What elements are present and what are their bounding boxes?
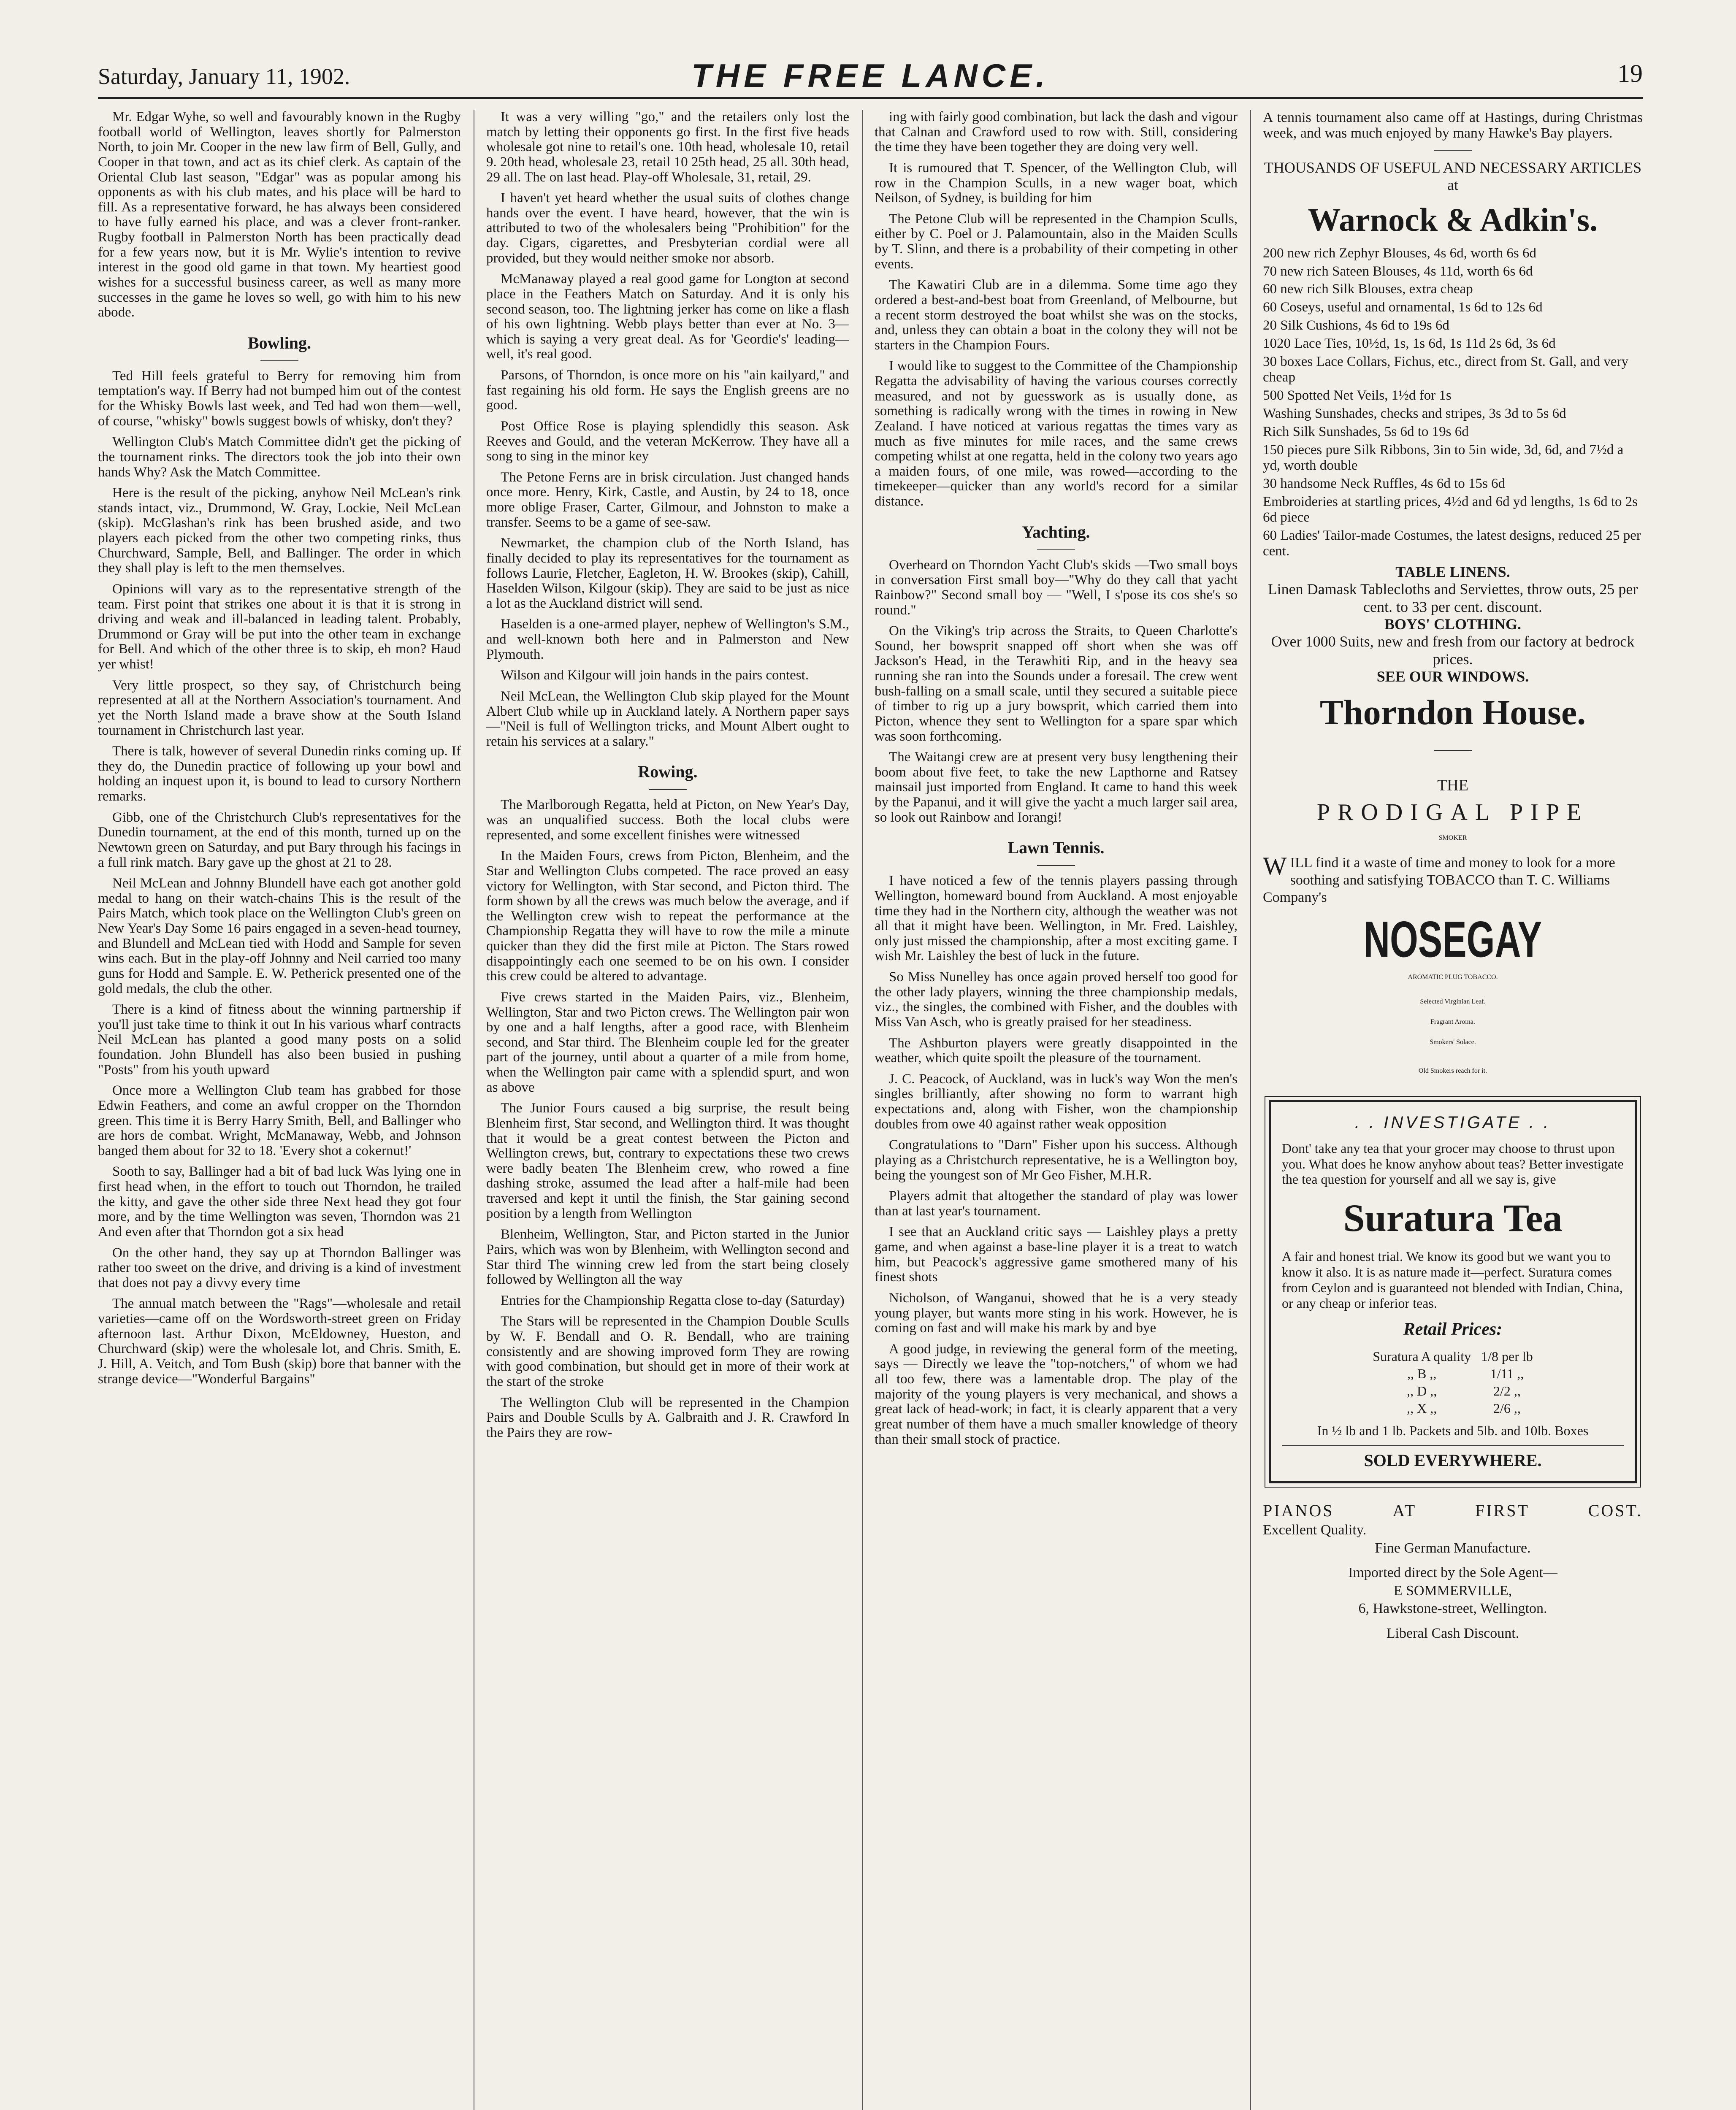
feature-3: Smokers' Solace.	[1430, 1038, 1476, 1046]
list-item: Rich Silk Sunshades, 5s 6d to 19s 6d	[1263, 424, 1469, 440]
column-4-advertisements	[1263, 110, 1643, 2110]
article-paragraph: Entries for the Championship Regatta close to-day (Saturday)	[501, 1293, 845, 1308]
table-linens-text: Linen Damask Tablecloths and Serviettes, throw outs, 25 per cent. to 33 per cent. discount.	[1267, 581, 1638, 615]
prodigal-pipe-ad	[1263, 776, 1643, 1074]
ad-heading: THOUSANDS OF USEFUL AND NECESSARY ARTICLES	[1264, 159, 1642, 176]
ad-heading-at: at	[1447, 176, 1458, 194]
article-paragraph: Blenheim, Wellington, Star, and Picton started in the Junior Pairs, which was won by Blenheim, with Wellington second and Star third The winning crew led from the start being closely followed by Wellington all the way	[486, 1227, 849, 1288]
article-paragraph: Players admit that altogether the standard of play was lower than at last year's tournament.	[875, 1188, 1238, 1219]
section-heading-bowling: Bowling.	[247, 333, 311, 352]
article-paragraph: Gibb, one of the Christchurch Club's representatives for the Dunedin tournament, at the end of this month, turned up on the Newtown green on Saturday, and put Bary through his facings in a full rink match. Bary gave up the ghost at 21 to 28.	[98, 809, 461, 870]
list-item: 30 boxes Lace Collars, Fichus, etc., direct from St. Gall, and very cheap	[1263, 354, 1629, 385]
first-word: FIRST	[1475, 1501, 1530, 1520]
article-paragraph: It is rumoured that T. Spencer, of the Wellington Club, will row in the Champion Sculls, in a new wager boat, which Neilson, of Sydney, is building for him	[875, 160, 1238, 206]
price: 1/11 ,,	[1490, 1366, 1524, 1382]
list-item: 60 Coseys, useful and ornamental, 1s 6d to 12s 6d	[1263, 300, 1543, 315]
heading-rule	[260, 360, 298, 361]
article-paragraph: There is a kind of fitness about the winning partnership if you'll just take time to think it out In his various wharf contracts Neil McLean has planted a good many posts on a solid foundation. John Blundell has also been busied in pushing "Posts" from his youth upward	[98, 1002, 461, 1077]
article-paragraph: Once more a Wellington Club team has grabbed for those Edwin Feathers, and come an awful cropper on the Thorndon green. This time it is Berry Harry Smith, Bell, and Ballinger who are hors de combat. Wright, McManaway, Webb, and Johnson banged them about for 32 to 18. 'Every shot a cokernut!'	[98, 1083, 461, 1158]
article-paragraph: The Marlborough Regatta, held at Picton, on New Year's Day, was an unqualified success. Both the local clubs were represented, and some excellent finishes were witnessed	[486, 797, 849, 843]
price-table	[1368, 1348, 1538, 1417]
table-row	[1368, 1348, 1538, 1365]
warnock-adkins-ad	[1263, 159, 1643, 733]
quality: ,, X ,,	[1407, 1401, 1437, 1416]
shop-name: Warnock & Adkin's.	[1308, 201, 1598, 238]
article-paragraph: So Miss Nunelley has once again proved herself too good for the other lady players, winning the three championship medals, viz., the singles, the combined with Fisher, and the doubles with Miss Van Asch, who is greatly praised for her steadiness.	[875, 969, 1238, 1030]
item-list	[1263, 246, 1643, 559]
article-paragraph: Neil McLean, the Wellington Club skip played for the Mount Albert Club while up in Auckland lately. A Northern paper says —"Neil is full of Wellington tricks, and Mount Albert ought to retain his services at a salary."	[486, 688, 849, 749]
article-paragraph: Post Office Rose is playing splendidly this season. Ask Reeves and Gould, and the veteran McKerrow. They have all a song to sing in the minor key	[486, 418, 849, 464]
investigate-title: . . INVESTIGATE . .	[1354, 1113, 1551, 1132]
article-paragraph: Very little prospect, so they say, of Christchurch being represented at all at the Northern Association's tournament. And yet the North Island made a brave show at the South Island tournament in Christchurch last year.	[98, 677, 461, 738]
heading-rule	[1037, 549, 1075, 550]
article-paragraph: The Ashburton players were greatly disappointed in the weather, which quite spoilt the pleasure of the tournament.	[875, 1035, 1238, 1066]
feature-4: Old Smokers reach for it.	[1418, 1067, 1487, 1074]
section-heading-yachting: Yachting.	[1022, 522, 1090, 541]
heading-rule	[649, 789, 687, 790]
article-paragraph: Haselden is a one-armed player, nephew of Wellington's S.M., and well-known both here and in Palmerston and New Plymouth.	[486, 617, 849, 662]
article-paragraph: A good judge, in reviewing the general form of the meeting, says — Directly we leave the "top-notchers," of whom we had all too few, there was a lamentable drop. The play of the majority of the young players is very mechanical, and shows a great lack of head-work; in fact, it is clearly apparent that a very great number of them have a much smaller knowledge of theory than their small stock of practice.	[875, 1341, 1238, 1447]
see-windows: SEE OUR WINDOWS.	[1376, 668, 1529, 685]
list-item: 20 Silk Cushions, 4s 6d to 19s 6d	[1263, 318, 1449, 333]
divider	[1434, 150, 1472, 151]
list-item: 200 new rich Zephyr Blouses, 4s 6d, worth 6s 6d	[1263, 245, 1537, 261]
article-paragraph: Nicholson, of Wanganui, showed that he is a very steady young player, but wants more sting in his work. However, he is coming on fast and will make his mark by and bye	[875, 1290, 1238, 1336]
suratura-tea-ad	[1269, 1100, 1637, 1483]
page-number: 19	[1617, 60, 1643, 87]
column-3	[875, 110, 1238, 2110]
columns	[98, 110, 1643, 2110]
article-paragraph: I haven't yet heard whether the usual suits of clothes change hands over the event. I have heard, however, that the win is attributed to two of the wholesalers being "Prohibition" for the day. Cigars, cigarettes, and Presbyterian cordial were all provided, but they would neither smoke nor absorb.	[486, 190, 849, 266]
table-linens-heading: TABLE LINENS.	[1395, 563, 1510, 580]
section-heading-rowing: Rowing.	[638, 762, 698, 782]
list-item: 1020 Lace Ties, 10½d, 1s, 1s 6d, 1s 11d 2s 6d, 3s 6d	[1263, 336, 1556, 352]
table-row	[1368, 1365, 1538, 1382]
masthead	[98, 51, 1643, 99]
quality: ,, D ,,	[1407, 1383, 1437, 1399]
pianos-line: E SOMMERVILLE,	[1393, 1582, 1512, 1599]
table-row	[1368, 1382, 1538, 1400]
drop-cap: W	[1263, 852, 1287, 880]
retail-prices-heading: Retail Prices:	[1403, 1320, 1503, 1339]
price: 2/2 ,,	[1493, 1383, 1521, 1399]
article-paragraph: Opinions will vary as to the representative strength of the team. First point that strikes one about it is that it is strong in driving and weak and ill-balanced in leading talent. Probably, Drummond or Gray will be put into the other team in exchange for Bell. And which of the other three is to skip, eh mon? Haud yer whist!	[98, 581, 461, 672]
article-paragraph: Congratulations to "Darn" Fisher upon his success. Although playing as a Christchurch representative, he is a Wellington boy, being the youngest son of Mr Geo Fisher, M.H.R.	[875, 1137, 1238, 1183]
quality: ,, B ,,	[1407, 1366, 1437, 1382]
boys-clothing-heading: BOYS' CLOTHING.	[1384, 615, 1522, 633]
list-item: 70 new rich Sateen Blouses, 4s 11d, worth 6s 6d	[1263, 263, 1533, 279]
newspaper-title: THE FREE LANCE.	[691, 57, 1049, 94]
tennis-note: A tennis tournament also came off at Hastings, during Christmas week, and was much enjoyed by many Hawke's Bay players.	[1263, 110, 1643, 141]
article-paragraph: Neil McLean and Johnny Blundell have each got another gold medal to hang on their watch-chains This is the result of the Pairs Match, which took place on the Wellington Club's green on New Year's Day Some 16 pairs engaged in a seven-head tourney, and Blundell and McLean tied with Hodd and Sample for seven wins each. But in the play-off Johnny and Neil carried too many guns for Hodd and Sample. E. W. Petherick presented one of the gold medals, the club the other.	[98, 876, 461, 996]
article-paragraph: On the other hand, they say up at Thorndon Ballinger was rather too sweet on the drive, and driving is a kind of investment that does not pay a divvy every time	[98, 1245, 461, 1290]
article-paragraph: Five crews started in the Maiden Pairs, viz., Blenheim, Wellington, Star and two Picton crews. The Wellington pair won by one and a half lengths, after a good race, with Blenheim second, and Star third. The Blenheim couple led for the greater part of the journey, until about a quarter of a mile from home, when the Wellington pair came with a splendid spurt, and won as above	[486, 989, 849, 1095]
ad-text: Dont' take any tea that your grocer may choose to thrust upon you. What does he know anyhow about teas? Better investigate the tea question for yourself and all we say is, give	[1282, 1140, 1624, 1187]
article-paragraph: The Wellington Club will be represented in the Champion Pairs and Double Sculls by A. Galbraith and J. R. Crawford In the Pairs they are row-	[486, 1395, 849, 1440]
column-divider	[1250, 110, 1251, 2110]
article-paragraph: The Petone Club will be represented in the Champion Sculls, either by C. Poel or J. Palamountain, also in the Maiden Sculls by T. Slinn, and there is a probability of their competing in other events.	[875, 211, 1238, 272]
article-paragraph: Wilson and Kilgour will join hands in the pairs contest.	[501, 668, 809, 683]
divider	[1434, 750, 1472, 751]
article-paragraph: ing with fairly good combination, but lack the dash and vigour that Calnan and Crawford used to row with. Still, considering the time they have been together they are doing very well.	[875, 110, 1238, 155]
list-item: 60 Ladies' Tailor-made Costumes, the latest designs, reduced 25 per cent.	[1263, 528, 1641, 559]
ad-the: THE	[1437, 776, 1468, 795]
pianos-line: Imported direct by the Sole Agent—	[1348, 1565, 1557, 1581]
section-heading-lawn-tennis: Lawn Tennis.	[1007, 838, 1105, 858]
article-paragraph: The Petone Ferns are in brisk circulation. Just changed hands once more. Henry, Kirk, Castle, and Austin, by 24 to 18, once more oblige Fraser, Carter, Gilmour, and Johnston to make a transfer. Seems to be a game of see-saw.	[486, 469, 849, 530]
article-paragraph: I have noticed a few of the tennis players passing through Wellington, homeward bound from Auckland. A most enjoyable time they had in the Northern city, although the weather was not all that it might have been. Wellington, in Mr. Fred. Laishley, only just missed the championship, after a most exciting game. I wish Mr. Laishley the best of luck in the future.	[875, 873, 1238, 964]
packets-text: In ½ lb and 1 lb. Packets and 5lb. and 10lb. Boxes	[1317, 1423, 1589, 1439]
suratura-brand: Suratura Tea	[1343, 1196, 1563, 1240]
ad-text-body: ILL find it a waste of time and money to look for a more soothing and satisfying TOBACCO than T. C. Williams Company's	[1263, 855, 1615, 906]
article-paragraph: It was a very willing "go," and the retailers only lost the match by letting their opponents go first. In the first five heads wholesale got nine to retail's one. 10th head, wholesale 10, retail 9. 20th head, wholesale 23, retail 10 25th head, 25 all. 30th head, 29 all. The on last head. Play-off Wholesale, 31, retail, 29.	[486, 110, 849, 185]
article-paragraph: The annual match between the "Rags"—wholesale and retail varieties—came off on the Wordsworth-street green on Friday afternoon last. Arthur Dixon, McEldowney, Hueston, and Churchward (skip) were the wholesale lot, and Chris. Smith, E. J. Hill, A. Veitch, and Tom Bush (skip) bore that banner with the strange device—"Wonderful Bargains"	[98, 1296, 461, 1387]
article-paragraph: Mr. Edgar Wyhe, so well and favourably known in the Rugby football world of Wellington, leaves shortly for Palmerston North, to join Mr. Cooper in the new law firm of Bell, Gully, and Cooper in that town, and act as its chief clerk. As captain of the Oriental Club last season, "Edgar" was as popular among his opponents as with his club mates, and his place will be hard to fill. As a representative forward, he has always been considered to have fully earned his place, and was a clever front-ranker. Rugby football in Palmerston North has been practically dead for a few years now, but it is Mr. Wylie's intention to revive interest in the good old game in that town. My heartiest good wishes for a successful business career, as well as many more successes in the game he loves so well, go with him to his new abode.	[98, 110, 461, 320]
price: 1/8 per lb	[1481, 1349, 1533, 1364]
table-row	[1368, 1400, 1538, 1417]
pianos-line: Fine German Manufacture.	[1375, 1540, 1531, 1556]
at-word: AT	[1392, 1501, 1417, 1520]
list-item: Washing Sunshades, checks and stripes, 3s 3d to 5s 6d	[1263, 406, 1566, 422]
column-divider	[862, 110, 863, 2110]
aromatic-plug: AROMATIC PLUG TOBACCO.	[1408, 973, 1498, 981]
article-paragraph: I would like to suggest to the Committee of the Championship Regatta the advisability of having the various courses correctly measured, and not by guesswork as is usually done, as something is radically wrong with the times in rowing in New Zealand. I have noticed at various regattas the times vary as much as five minutes for mile races, and the same crews competing whilst at one regatta, held in the colony two years ago a maiden fours, of one mile, was rowed—according to the timekeeper—quicker than any world's record for a similar distance.	[875, 358, 1238, 509]
article-paragraph: The Kawatiri Club are in a dilemma. Some time ago they ordered a best-and-best boat from Greenland, of Melbourne, but a recent storm destroyed the boat whilst she was on the stocks, and, unless they can obtain a boat in the colony they will not be starters in the Champion Fours.	[875, 277, 1238, 353]
thorndon-house: Thorndon House.	[1319, 693, 1586, 733]
article-paragraph: On the Viking's trip across the Straits, to Queen Charlotte's Sound, her bowsprit snapped off short when she was off Jackson's Head, in the Terawhiti Rip, and in the heavy sea running she ran into the Sounds under a foresail. The crew went bush-falling on a small scale, until they secured a suitable piece of timber to rig up a jury bowsprit, which carried them into Picton, whence they sent to Wellington for a spare spar which was soon forthcoming.	[875, 623, 1238, 744]
pianos-headline	[1263, 1500, 1643, 1521]
newspaper-page	[98, 51, 1643, 2110]
article-paragraph: Sooth to say, Ballinger had a bit of bad luck Was lying one in first head when, in the effort to touch out Thorndon, he trailed the kitty, and gave the other side three Next head they got four more, and by the time Wellington was seven, Thorndon was 21 And even after that Thorndon got a six head	[98, 1164, 461, 1239]
article-paragraph: The Junior Fours caused a big surprise, the result being Blenheim first, Star second, and Wellington third. It was thought that it would be a great contest between the Picton and Wellington crews, but, contrary to expectations these two crews were badly beaten The Blenheim crew, who rowed a fine dashing stroke, assumed the lead after a half-mile had been traversed and kept it until the finish, the Star gaining second position by a length from Wellington	[486, 1101, 849, 1221]
list-item: 30 handsome Neck Ruffles, 4s 6d to 15s 6d	[1263, 476, 1506, 491]
cost-word: COST.	[1588, 1501, 1643, 1520]
list-item: 150 pieces pure Silk Ribbons, 3in to 5in wide, 3d, 6d, and 7½d a yd, worth double	[1263, 442, 1624, 473]
article-paragraph: In the Maiden Fours, crews from Picton, Blenheim, and the Star and Wellington Clubs competed. The race proved an easy victory for Wellington, with Star second, and Picton third. The form shown by all the crews was much below the average, and if the Wellington crew wish to repeat the performance at the Championship Regatta they will have to row the mile a minute quicker than they did the first mile at Picton. The Stars rowed disappointingly each one seemed to be on his own. I consider this crew could be altered to advantage.	[486, 848, 849, 984]
pianos-word: PIANOS	[1263, 1501, 1334, 1520]
feature-2: Fragrant Aroma.	[1430, 1018, 1475, 1025]
issue-date: Saturday, January 11, 1902.	[98, 64, 350, 89]
smoker-label: SMOKER	[1438, 834, 1467, 842]
ad-text: A fair and honest trial. We know its good but we want you to know it also. It is as nature made it—perfect. Suratura comes from Ceylon and is guaranteed not blended with Indian, China, or any cheap or inferior teas.	[1282, 1249, 1623, 1311]
nosegay-brand: NOSEGAY	[1363, 911, 1542, 968]
pianos-line: Liberal Cash Discount.	[1386, 1625, 1519, 1641]
column-2	[486, 110, 849, 2110]
ad-text	[1263, 852, 1643, 906]
article-paragraph: There is talk, however of several Dunedin rinks coming up. If they do, the Dunedin practice of following up your bowl and holding an inquest upon it, is bound to lead to cursory Northern remarks.	[98, 744, 461, 804]
article-paragraph: The Waitangi crew are at present very busy lengthening their boom about five feet, to take the new Lapthorne and Ratsey mainsail just imported from England. It came to hand this week by the Papanui, and it will give the yacht a much larger sail area, so look out Rainbow and Iorangi!	[875, 749, 1238, 825]
sold-everywhere: SOLD EVERYWHERE.	[1282, 1445, 1624, 1470]
quality: Suratura A quality	[1373, 1349, 1471, 1364]
prodigal-title: PRODIGAL PIPE	[1316, 799, 1589, 826]
article-paragraph: The Stars will be represented in the Champion Double Sculls by W. F. Bendall and O. R. Bendall, who are training consistently and are showing improved form They are rowing with good combination, but should get in more of their work at the start of the stroke	[486, 1314, 849, 1389]
article-paragraph: Parsons, of Thorndon, is once more on his "ain kailyard," and fast regaining his old form. He says the English greens are no good.	[486, 368, 849, 413]
heading-rule	[1037, 865, 1075, 866]
list-item: Embroideries at startling prices, 4½d and 6d yd lengths, 1s 6d to 2s 6d piece	[1263, 494, 1638, 525]
article-paragraph: Overheard on Thorndon Yacht Club's skids —Two small boys in conversation First small boy—"Why do they call that yacht Rainbow?" Second small boy — "Well, I s'pose its cos she's so round."	[875, 557, 1238, 618]
article-paragraph: McManaway played a real good game for Longton at second place in the Feathers Match on Saturday. And it is only his second season, too. The lightning jerker has come on like a flash of his own lightning. Webb plays better than ever at No. 3—which is saying a very great deal. As for 'Geordie's' leading—well, it's real good.	[486, 271, 849, 362]
article-paragraph: I see that an Auckland critic says — Laishley plays a pretty game, and when against a base-line player it is a treat to watch him, but Peacock's aggressive game smothered many of his finest shots	[875, 1224, 1238, 1285]
pianos-line: 6, Hawkstone-street, Wellington.	[1358, 1601, 1547, 1617]
pianos-ad	[1263, 1500, 1643, 1642]
article-paragraph: Ted Hill feels grateful to Berry for removing him from temptation's way. If Berry had not bumped him out of the contest for the Whisky Bowls last week, and Ted had won them—well, of course, "whisky" bowls suggest bowls of whisky, don't they?	[98, 368, 461, 429]
article-paragraph: Here is the result of the picking, anyhow Neil McLean's rink stands intact, viz., Drummond, W. Gray, Lockie, Neil McLean (skip). McGlashan's rink has been brushed aside, and two players each picked from the other two competing rinks, thus Churchward, Sample, Bell, and Ballinger. The order in which they shall play is left to the men themselves.	[98, 485, 461, 576]
column-1	[98, 110, 461, 2110]
article-paragraph: J. C. Peacock, of Auckland, was in luck's way Won the men's singles brilliantly, after showing no form to warrant high expectations and, along with Fisher, won the championship doubles from owe 40 against rather weak opposition	[875, 1071, 1238, 1132]
boys-clothing-text: Over 1000 Suits, new and fresh from our factory at bedrock prices.	[1271, 633, 1635, 668]
feature-1: Selected Virginian Leaf.	[1420, 998, 1486, 1005]
list-item: 500 Spotted Net Veils, 1½d for 1s	[1263, 388, 1452, 403]
list-item: 60 new rich Silk Blouses, extra cheap	[1263, 281, 1473, 297]
pianos-line: Excellent Quality.	[1263, 1522, 1367, 1538]
article-paragraph: Newmarket, the champion club of the North Island, has finally decided to play its representatives for the tournament as follows Laurie, Fletcher, Eagleton, H. W. Brookes (skip), Cahill, Haselden Wilson, Kilgour (skip). They are said to be just as nice a lot as the Auckland district will send.	[486, 536, 849, 611]
price: 2/6 ,,	[1493, 1401, 1521, 1416]
article-paragraph: Wellington Club's Match Committee didn't get the picking of the tournament rinks. The directors took the job into their own hands Why? Ask the Match Committee.	[98, 434, 461, 480]
